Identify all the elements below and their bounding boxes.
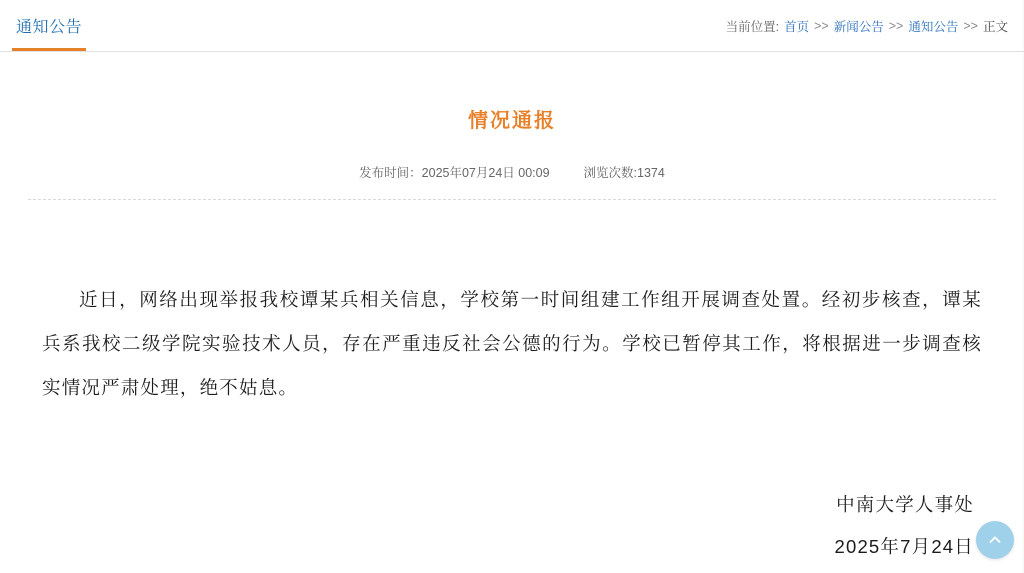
publish-time-label: 发布时间： [359, 166, 422, 180]
breadcrumb-separator: >> [963, 18, 978, 33]
article [0, 104, 1024, 568]
divider [28, 199, 996, 200]
breadcrumb-item-current: 正文 [982, 19, 1008, 34]
article-paragraph: 近日，网络出现举报我校谭某兵相关信息，学校第一时间组建工作组开展调查处置。经初步核查，谭某兵系我校二级学院实验技术人员，存在严重违反社会公德的行为。学校已暂停其工作，将根据进一步调查核实情况严肃处理，绝不姑息。 [42, 289, 982, 398]
view-count-value: 1374 [637, 166, 665, 180]
article-body [28, 278, 996, 410]
publish-time [359, 163, 549, 181]
signature-date: 2025年7月24日 [834, 536, 974, 557]
breadcrumb-separator: >> [814, 18, 829, 33]
view-count-label: 浏览次数: [583, 166, 638, 180]
page-header [0, 0, 1024, 52]
breadcrumb-item-news[interactable]: 新闻公告 [833, 19, 884, 34]
breadcrumb-item-notice[interactable]: 通知公告 [908, 19, 959, 34]
article-meta [28, 163, 996, 181]
breadcrumb-item-home[interactable]: 首页 [784, 19, 810, 34]
breadcrumb-label: 当前位置: [725, 19, 780, 34]
breadcrumb-separator: >> [888, 18, 904, 33]
page-title: 情况通报 [468, 110, 556, 132]
channel-tab-notice[interactable]: 通知公告 [12, 14, 92, 51]
article-signature [28, 484, 996, 568]
back-to-top-button[interactable] [976, 521, 1014, 559]
breadcrumb [726, 17, 1016, 35]
view-count [584, 163, 665, 181]
publish-time-value: 2025年07月24日 00:09 [421, 166, 550, 180]
chevron-up-icon [986, 531, 1004, 549]
signature-organization: 中南大学人事处 [836, 494, 974, 515]
